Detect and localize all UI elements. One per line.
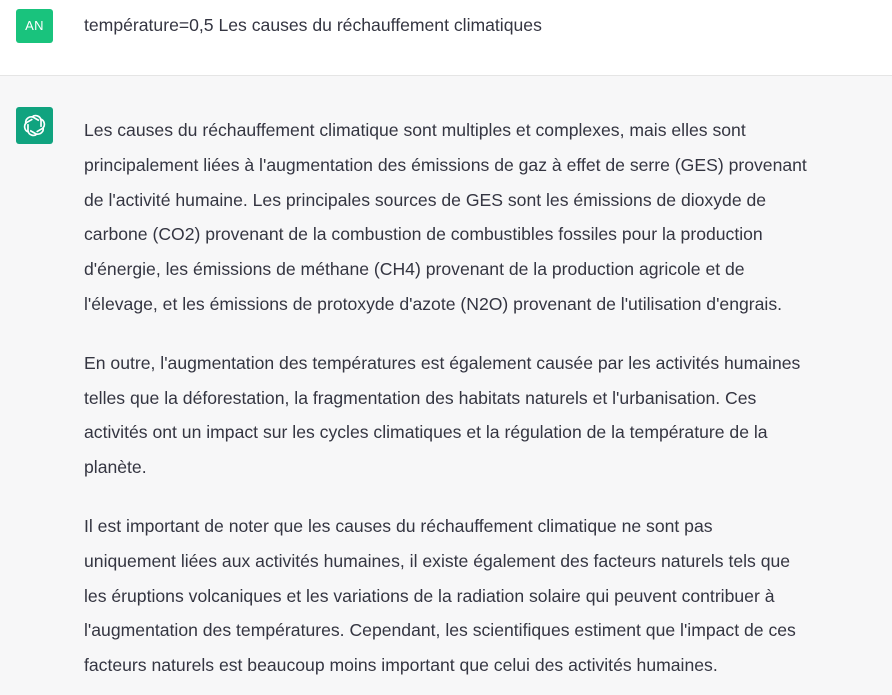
answer-line: Il est important de noter que les causes du réchauffement climatique ne sont pas xyxy=(84,515,713,536)
user-message-text: température=0,5 Les causes du réchauffement climatiques xyxy=(84,15,542,35)
assistant-message-row xyxy=(0,76,892,695)
answer-line: En outre, l'augmentation des températures est également causée par les activités humaines xyxy=(84,352,801,373)
user-message-row xyxy=(0,0,892,76)
assistant-avatar xyxy=(16,107,53,144)
answer-line: facteurs naturels est beaucoup moins important que celui des activités humaines. xyxy=(84,655,718,676)
answer-paragraph-3 xyxy=(84,509,892,683)
answer-line: d'énergie, les émissions de méthane (CH4) provenant de la production agricole et de xyxy=(84,259,745,280)
answer-line: de l'activité humaine. Les principales sources de GES sont les émissions de dioxyde de xyxy=(84,189,767,210)
assistant-message-text xyxy=(84,113,892,695)
answer-line: activités ont un impact sur les cycles climatiques et la régulation de la température de la xyxy=(84,422,768,443)
answer-line: Les causes du réchauffement climatique sont multiples et complexes, mais elles sont xyxy=(84,120,746,140)
answer-line: telles que la déforestation, la fragmentation des habitats naturels et l'urbanisation. Ces xyxy=(84,387,757,408)
answer-line: principalement liées à l'augmentation des émissions de gaz à effet de serre (GES) provenant xyxy=(84,154,807,175)
answer-paragraph-1 xyxy=(84,113,892,322)
answer-line: planète. xyxy=(84,457,147,478)
answer-line: l'augmentation des températures. Cependant, les scientifiques estiment que l'impact de ces xyxy=(84,620,796,641)
answer-line: uniquement liées aux activités humaines, il existe également des facteurs naturels tels que xyxy=(84,550,791,571)
answer-line: carbone (CO2) provenant de la combustion de combustibles fossiles pour la production xyxy=(84,224,763,245)
user-avatar: AN xyxy=(16,9,53,43)
answer-line: les éruptions volcaniques et les variations de la radiation solaire qui peuvent contribuer à xyxy=(84,585,775,606)
openai-logo-icon xyxy=(21,112,48,139)
answer-paragraph-2 xyxy=(84,346,892,485)
answer-line: l'élevage, et les émissions de protoxyde d'azote (N2O) provenant de l'utilisation d'engrais. xyxy=(84,293,783,314)
